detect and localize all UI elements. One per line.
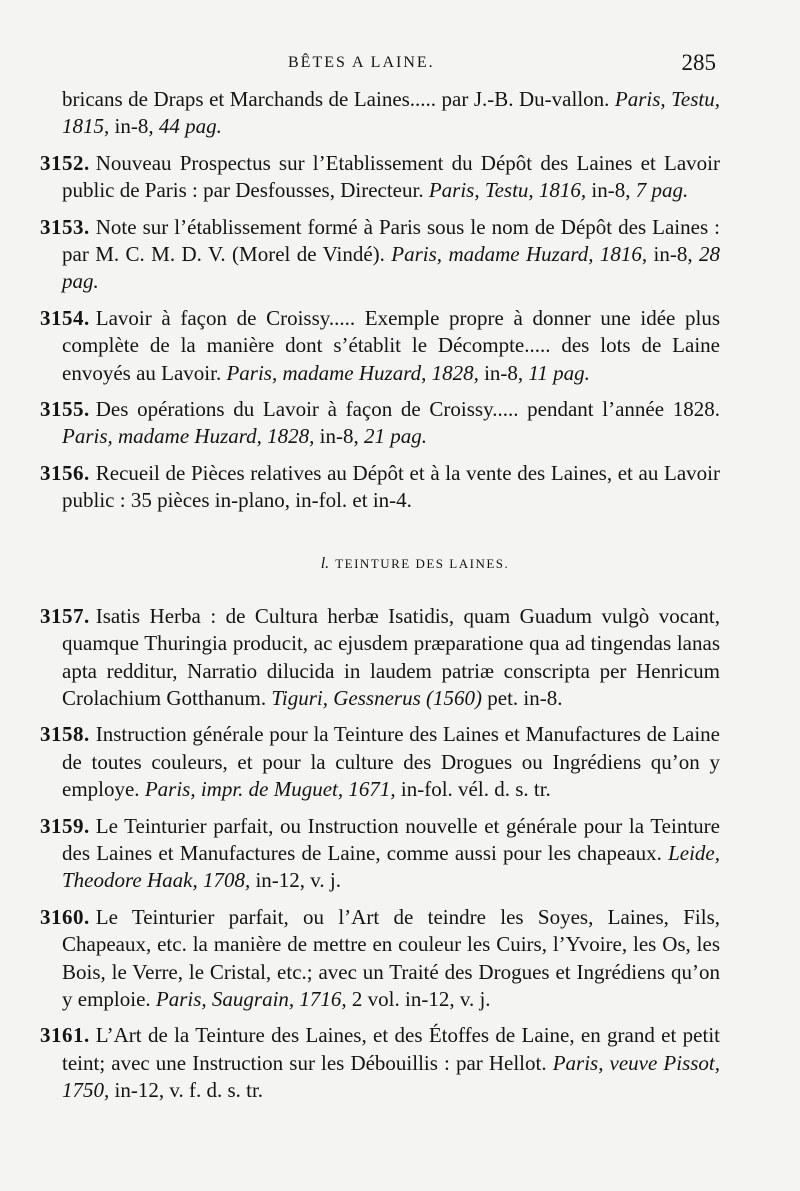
entry-spacer: [0, 451, 800, 460]
entry-number: 3160.: [40, 904, 90, 929]
entry-spacer: [0, 387, 800, 396]
entry-imprint: Tiguri, Gessnerus (1560): [271, 685, 482, 710]
bibliography-entry: [40, 813, 720, 895]
bibliography-entry: [62, 86, 720, 141]
entry-imprint: Paris, madame Huzard, 1828,: [226, 360, 479, 385]
entry-number: 3153.: [40, 214, 90, 239]
entry-imprint: Paris, Testu, 1815,: [62, 87, 720, 139]
entry-list-teinture: [0, 603, 800, 1105]
entry-text: Le Teinturier parfait, ou Instruction nouvelle et générale pour la Teinture des Laines et Manufactures de Laine, comme aussi pour les chapeaux.: [62, 813, 720, 865]
entry-number: 3159.: [40, 813, 90, 838]
section-letter: l.: [320, 554, 330, 572]
entry-imprint: Paris, veuve Pissot, 1750,: [62, 1050, 720, 1103]
entry-number: 3157.: [40, 603, 90, 628]
bibliography-entry: [40, 721, 720, 803]
entry-text: Note sur l’établissement formé à Paris sous le nom de Dépôt des Laines : par M. C. M. D. V. (Morel de Vindé).: [62, 214, 720, 267]
entry-text: in-8,: [586, 178, 636, 203]
entry-text: Isatis Herba : de Cultura herbæ Isatidis, quam Guadum vulgò vocant, quamque Thuringia producit, ac ejusdem præparatione qua ad tingendas lanas apta redditur, Narratio dilucida in laudem patriæ conscripta per Henricum Crolachium Gotthanum.: [62, 603, 720, 710]
bibliography-entry: [40, 460, 720, 515]
bibliography-entry: [40, 904, 720, 1014]
bibliography-entry: [40, 305, 720, 387]
entry-number: 3152.: [40, 150, 90, 175]
page-number: 285: [681, 50, 716, 75]
entry-text: pet. in-8.: [482, 685, 563, 710]
entry-spacer: [0, 205, 800, 214]
bibliography-entry: [40, 150, 720, 205]
entry-imprint: 7 pag.: [635, 178, 689, 203]
running-title: BÊTES A LAINE.: [288, 54, 435, 71]
bibliography-entry: [40, 603, 720, 713]
entry-text: bricans de Draps et Marchands de Laines..... par J.-B. Du-vallon.: [62, 87, 615, 111]
entry-spacer: [0, 804, 800, 813]
entry-imprint: Paris, Saugrain, 1716,: [155, 986, 347, 1011]
entry-imprint: Paris, Testu, 1816,: [428, 178, 587, 203]
entry-imprint: 21 pag.: [363, 424, 427, 449]
section-heading: [0, 555, 800, 573]
entry-number: 3158.: [40, 722, 90, 747]
entry-text: Recueil de Pièces relatives au Dépôt et à la vente des Laines, et au Lavoir public : 35 pièces in-plano, in-fol. et in-4.: [62, 460, 720, 513]
page-header: [60, 50, 716, 80]
entry-text: Instruction générale pour la Teinture des Laines et Manufactures de Laine de toutes couleurs, et pour la culture des Drogues ou Ingrédiens qu’on y employe.: [62, 722, 720, 802]
entry-imprint: Paris, impr. de Muguet, 1671,: [144, 777, 396, 802]
entry-list-depot: [0, 86, 800, 515]
entry-text: Lavoir à façon de Croissy..... Exemple propre à donner une idée plus complète de la manière dont s’établit le Décompte..... des lots de Laine envoyés au Lavoir.: [62, 305, 720, 385]
entry-text: L’Art de la Teinture des Laines, et des Étoffes de Laine, en grand et petit teint; avec une Instruction sur les Débouillis : par Hellot.: [62, 1023, 720, 1075]
entry-spacer: [0, 712, 800, 721]
entry-spacer: [0, 296, 800, 305]
entry-text: in-8,: [314, 424, 364, 449]
entry-text: in-8,: [647, 242, 700, 267]
section-title: TEINTURE DES LAINES.: [335, 555, 510, 571]
entry-number: 3154.: [40, 305, 90, 330]
bibliography-entry: [40, 396, 720, 451]
entry-text: in-8,: [478, 360, 529, 385]
entry-imprint: Paris, madame Huzard, 1816,: [391, 242, 648, 267]
entry-imprint: 28 pag.: [62, 242, 721, 294]
entry-number: 3161.: [40, 1023, 90, 1048]
entry-text: 2 vol. in-12, v. j.: [346, 986, 491, 1011]
entry-number: 3155.: [40, 397, 90, 422]
page-body: [0, 86, 800, 1105]
entry-text: in-8,: [109, 114, 159, 139]
entry-text: Le Teinturier parfait, ou l’Art de teindre les Soyes, Laines, Fils, Chapeaux, etc. la manière de mettre en couleur les Cuirs, l’Yvoire, les Os, les Bois, le Verre, le Cristal, etc.; avec un Traité des Drogues et Ingrédiens qu’on y emploie.: [62, 904, 720, 1011]
entry-spacer: [0, 1013, 800, 1022]
entry-text: in-12, v. f. d. s. tr.: [109, 1078, 264, 1103]
entry-imprint: Paris, madame Huzard, 1828,: [62, 424, 315, 449]
entry-number: 3156.: [40, 460, 90, 485]
entry-spacer: [0, 141, 800, 150]
entry-text: Des opérations du Lavoir à façon de Croissy..... pendant l’année 1828.: [95, 397, 720, 422]
entry-text: Nouveau Prospectus sur l’Etablissement du Dépôt des Laines et Lavoir public de Paris : par Desfousses, Directeur.: [62, 150, 720, 203]
bibliography-entry: [40, 214, 721, 296]
entry-imprint: Leide, Theodore Haak, 1708,: [62, 840, 720, 893]
entry-spacer: [0, 895, 800, 904]
entry-imprint: 11 pag.: [528, 360, 590, 385]
bibliography-entry: [40, 1022, 720, 1104]
entry-text: in-12, v. j.: [250, 868, 342, 893]
entry-imprint: 44 pag.: [158, 114, 222, 139]
entry-text: in-fol. vél. d. s. tr.: [395, 777, 551, 802]
